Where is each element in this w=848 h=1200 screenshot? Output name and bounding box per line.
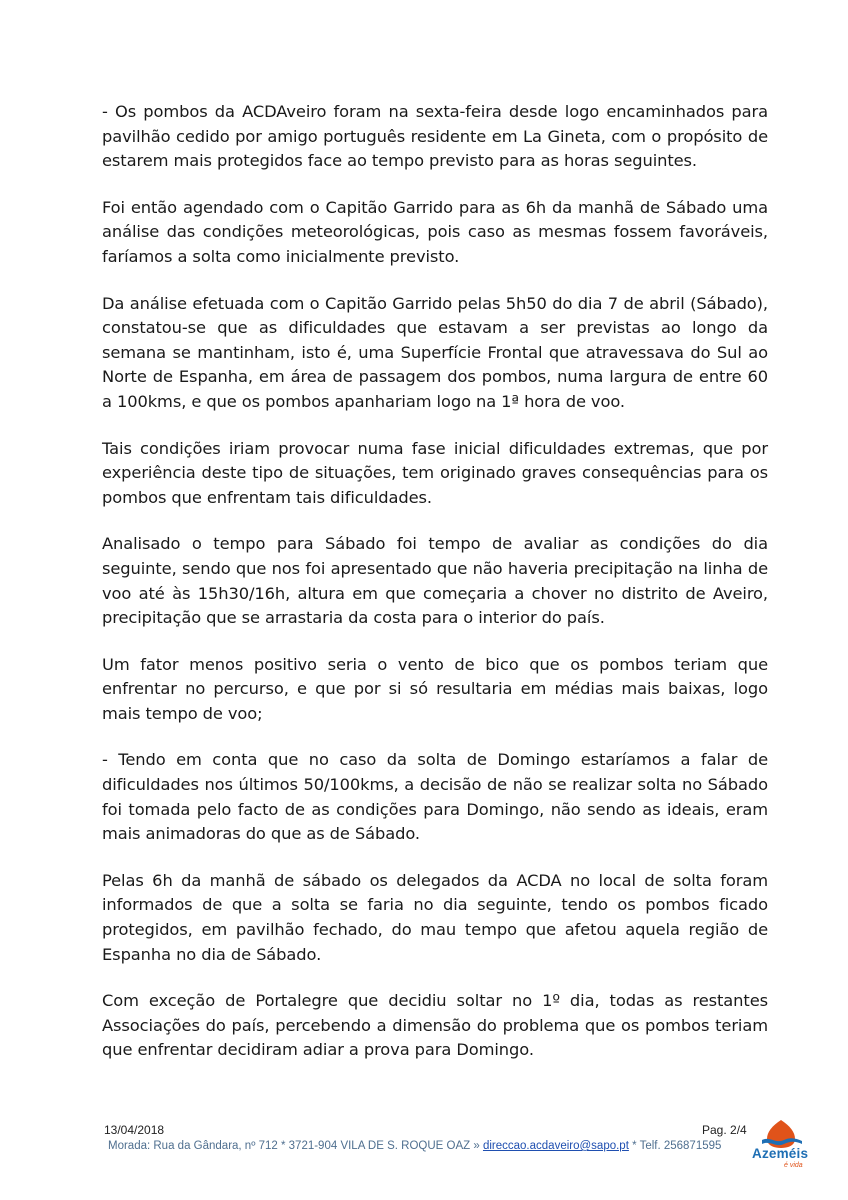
paragraph: - Tendo em conta que no caso da solta de Domingo estaríamos a falar de dificuldades nos últimos 50/100kms, a decisão de não se realizar solta no Sábado foi tomada pelo facto de as condições para Domingo, não sendo as ideais, eram mais animadoras do que as de Sábado.	[102, 750, 768, 844]
email-link[interactable]: direccao.acdaveiro@sapo.pt	[482, 1140, 629, 1152]
paragraph: Da análise efetuada com o Capitão Garrido pelas 5h50 do dia 7 de abril (Sábado), constatou-se que as dificuldades que estavam a ser previstas ao longo da semana se mantinham, isto é, uma Superfície Frontal que atravessava do Sul ao Norte de Espanha, em área de passagem dos pombos, numa largura de entre 60 a 100kms, e que os pombos apanhariam logo na 1ª hora de voo.	[102, 293, 768, 411]
footer-address	[108, 1140, 721, 1152]
paragraph: Foi então agendado com o Capitão Garrido para as 6h da manhã de Sábado uma análise das condições meteorológicas, pois caso as mesmas fossem favoráveis, faríamos a solta como inicialmente previsto.	[102, 197, 768, 266]
logo-tagline: é vida	[784, 1162, 803, 1169]
paragraph: Pelas 6h da manhã de sábado os delegados da ACDA no local de solta foram informados de que a solta se faria no dia seguinte, tendo os pombos ficado protegidos, em pavilhão fechado, do mau tempo que afetou aquela região de Espanha no dia de Sábado.	[102, 870, 768, 964]
document-body	[102, 100, 768, 1085]
paragraph: Analisado o tempo para Sábado foi tempo de avaliar as condições do dia seguinte, sendo que nos foi apresentado que não haveria precipitação na linha de voo até às 15h30/16h, altura em que começaria a chover no distrito de Aveiro, precipitação que se arrastaria da costa para o interior do país.	[102, 534, 768, 628]
page-number: Pag. 2/4	[702, 1123, 747, 1137]
paragraph: - Os pombos da ACDAveiro foram na sexta-feira desde logo encaminhados para pavilhão cedido por amigo português residente em La Gineta, com o propósito de estarem mais protegidos face ao tempo previsto para as horas seguintes.	[102, 102, 768, 171]
address-text: Morada: Rua da Gândara, nº 712 * 3721-904 VILA DE S. ROQUE OAZ »	[108, 1140, 483, 1152]
logo-name: Azeméis	[752, 1146, 809, 1161]
phone-text: * Telf. 256871595	[628, 1140, 722, 1152]
paragraph: Com exceção de Portalegre que decidiu soltar no 1º dia, todas as restantes Associações do país, percebendo a dimensão do problema que os pombos teriam que enfrentar decidiram adiar a prova para Domingo.	[102, 991, 768, 1060]
paragraph: Tais condições iriam provocar numa fase inicial dificuldades extremas, que por experiência deste tipo de situações, tem originado graves consequências para os pombos que enfrentam tais dificuldades.	[102, 438, 768, 507]
footer-date: 13/04/2018	[104, 1123, 165, 1137]
paragraph: Um fator menos positivo seria o vento de bico que os pombos teriam que enfrentar no percurso, e que por si só resultaria em médias mais baixas, logo mais tempo de voo;	[102, 654, 768, 723]
